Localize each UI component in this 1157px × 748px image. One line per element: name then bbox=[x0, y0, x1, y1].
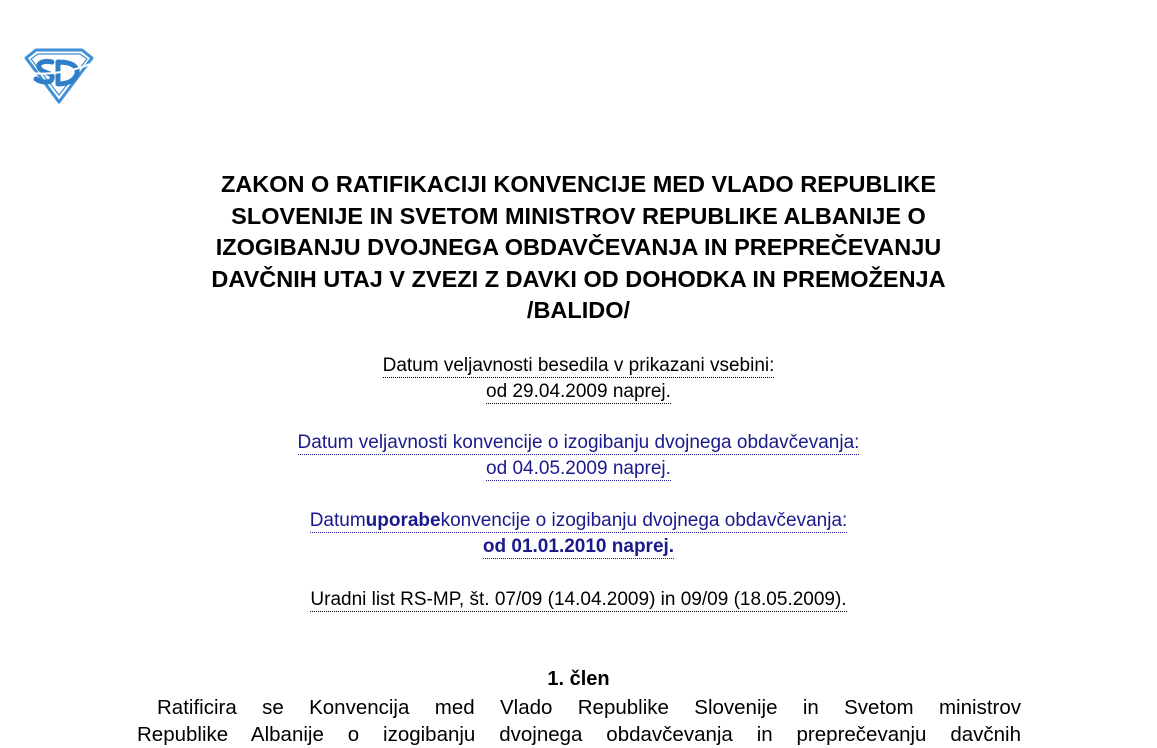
validity-convention-label[interactable]: Datum veljavnosti konvencije o izogibanju dvojnega obdavčevanja: bbox=[297, 432, 860, 453]
validity-text-block bbox=[0, 353, 1157, 405]
title-line: /BALIDO/ bbox=[526, 297, 631, 323]
sd-shield-logo-icon bbox=[22, 48, 96, 104]
validity-text-value[interactable]: od 29.04.2009 naprej. bbox=[486, 381, 671, 402]
validity-convention-value[interactable]: od 04.05.2009 naprej. bbox=[486, 458, 671, 479]
title-line: IZOGIBANJU DVOJNEGA OBDAVČEVANJA IN PREPREČEVANJU bbox=[215, 234, 942, 260]
validity-text-label[interactable]: Datum veljavnosti besedila v prikazani vsebini: bbox=[382, 355, 775, 376]
application-convention-label[interactable] bbox=[310, 510, 848, 533]
application-label-suffix: konvencije o izogibanju dvojnega obdavčevanja: bbox=[440, 510, 848, 531]
validity-convention-block bbox=[0, 430, 1157, 482]
article-text-line: Republike Albanije o izogibanju dvojnega obdavčevanja in preprečevanju davčnih bbox=[137, 723, 1021, 746]
title-line: DAVČNIH UTAJ V ZVEZI Z DAVKI OD DOHODKA IN PREMOŽENJA bbox=[211, 265, 946, 292]
document-title bbox=[130, 169, 1027, 327]
application-convention-date: od 01.01.2010 naprej. bbox=[482, 536, 675, 557]
application-convention-block bbox=[0, 508, 1157, 560]
application-label-prefix: Datum bbox=[309, 510, 366, 531]
title-line: SLOVENIJE IN SVETOM MINISTROV REPUBLIKE ALBANIJE O bbox=[231, 202, 926, 229]
application-convention-value[interactable] bbox=[483, 536, 674, 559]
application-label-emphasis: uporabe bbox=[365, 510, 441, 531]
article-text-line: Ratificira se Konvencija med Vlado Republike Slovenije in Svetom ministrov bbox=[157, 696, 1021, 719]
official-gazette-link[interactable]: Uradni list RS-MP, št. 07/09 (14.04.2009) in 09/09 (18.05.2009). bbox=[310, 589, 847, 610]
article-heading: 1. člen bbox=[547, 668, 610, 690]
official-gazette-block bbox=[0, 587, 1157, 613]
title-line: ZAKON O RATIFIKACIJI KONVENCIJE MED VLADO REPUBLIKE bbox=[220, 171, 937, 197]
article-paragraph bbox=[137, 694, 1021, 748]
